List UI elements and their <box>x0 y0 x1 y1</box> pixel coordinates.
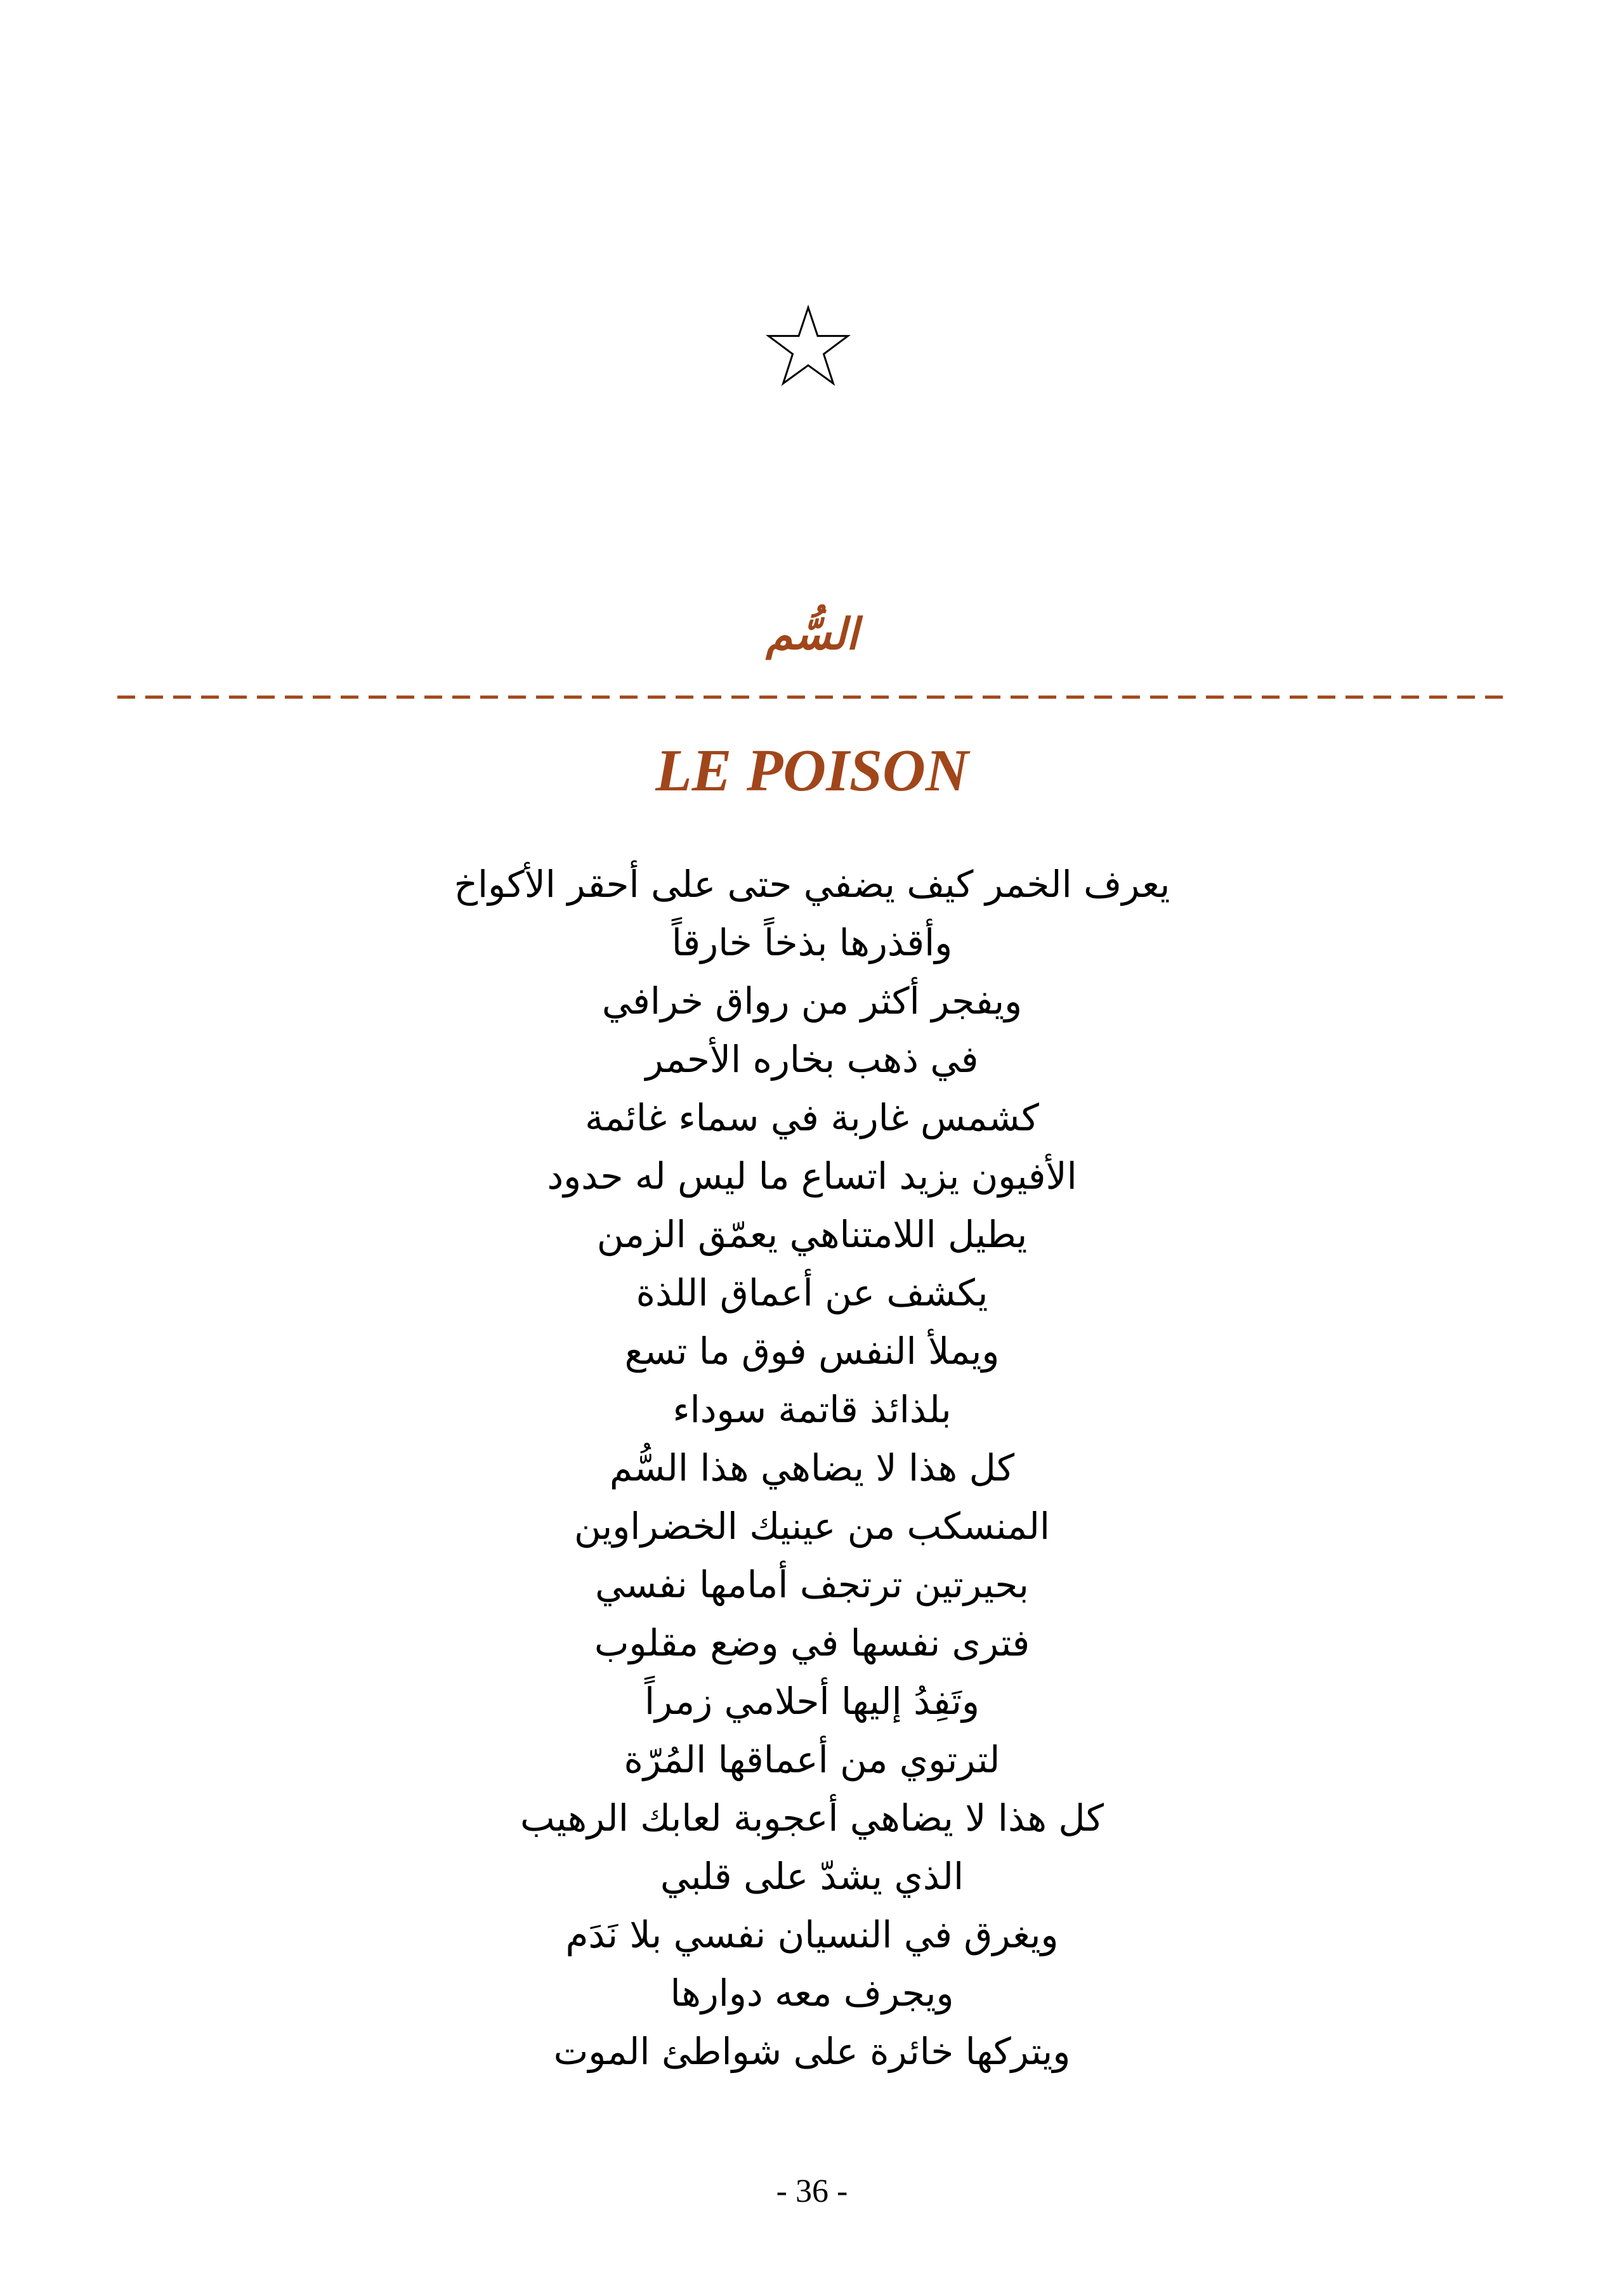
poem-line: في ذهب بخاره الأحمر <box>645 1038 979 1081</box>
poem-line: بحيرتين ترتجف أمامها نفسي <box>595 1563 1029 1606</box>
dashed-divider <box>117 688 1507 707</box>
poem-line: لترتوي من أعماقها المُرّة <box>624 1738 1000 1781</box>
poem-line: يطيل اللامتناهي يعمّق الزمن <box>596 1213 1028 1256</box>
poem-line: وأقذرها بذخاً خارقاً <box>671 921 953 964</box>
poem-line: كشمس غاربة في سماء غائمة <box>585 1096 1039 1139</box>
poem-line: ويملأ النفس فوق ما تسع <box>624 1330 1000 1373</box>
poem-line: ويتركها خائرة على شواطئ الموت <box>553 2030 1071 2073</box>
page-number: - 36 - <box>776 2173 848 2209</box>
poem-line: ويفجر أكثر من رواق خرافي <box>601 979 1023 1023</box>
poem-line: الأفيون يزيد اتساع ما ليس له حدود <box>547 1154 1077 1198</box>
poem-line: وتَفِدُ إليها أحلامي زمراً <box>644 1680 980 1723</box>
poem-line: المنسكب من عينيك الخضراوين <box>573 1505 1050 1548</box>
arabic-title: السُّم <box>766 609 858 660</box>
poem-line: الذي يشدّ على قلبي <box>660 1855 964 1898</box>
poem-line: ويجرف معه دوارها <box>670 1971 954 2015</box>
poem-body <box>0 855 1624 2081</box>
poem-line: فترى نفسها في وضع مقلوب <box>594 1621 1030 1664</box>
french-title: LE POISON <box>655 738 969 804</box>
poem-line: ويغرق في النسيان نفسي بلا نَدَم <box>565 1913 1059 1956</box>
poem-line: يكشف عن أعماق اللذة <box>636 1271 988 1314</box>
star-outline-icon <box>765 303 851 389</box>
poem-line: بلذائذ قاتمة سوداء <box>672 1388 952 1431</box>
poem-line: كل هذا لا يضاهي هذا السُّم <box>609 1446 1015 1489</box>
poem-line: يعرف الخمر كيف يضفي حتى على أحقر الأكواخ <box>454 863 1170 906</box>
poem-line: كل هذا لا يضاهي أعجوبة لعابك الرهيب <box>520 1796 1104 1840</box>
